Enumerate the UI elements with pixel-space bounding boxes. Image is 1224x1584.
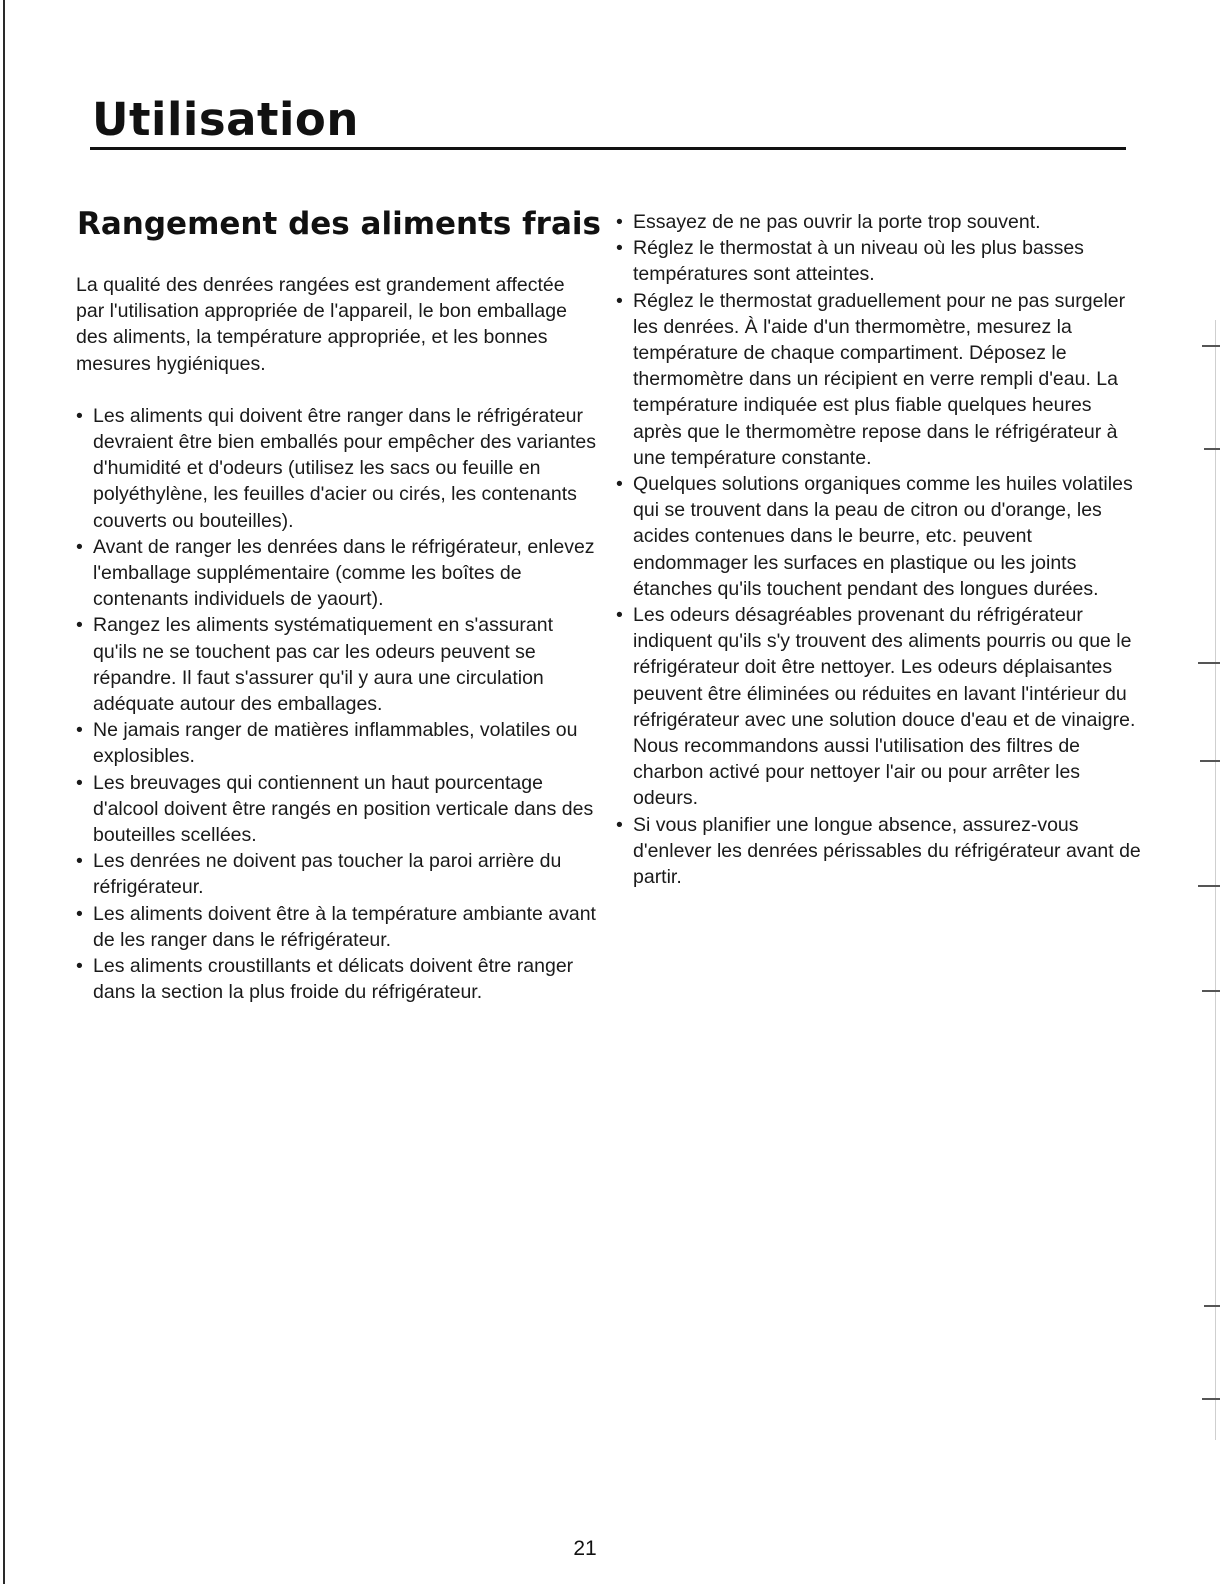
list-item: • Avant de ranger les denrées dans le réfrigérateur, enlevez l'emballage supplémentaire (comme les boîtes de contenants individuels de yaourt). bbox=[76, 534, 596, 613]
list-item: • Ne jamais ranger de matières inflammables, volatiles ou explosibles. bbox=[76, 717, 596, 769]
scan-mark bbox=[1198, 885, 1220, 887]
scan-mark bbox=[1204, 448, 1220, 450]
list-item: • Les odeurs désagréables provenant du réfrigérateur indiquent qu'ils s'y trouvent des aliments pourris ou que le réfrigérateur doit être nettoyer. Les odeurs déplaisantes peuvent être éliminées ou réduites en lavant l'intérieur du réfrigérateur avec une solution douce d'eau et de vinaigre. Nous recommandons aussi l'utilisation des filtres de charbon activé pour nettoyer l'air ou pour arrêter les odeurs. bbox=[616, 602, 1141, 812]
list-item: • Les aliments qui doivent être ranger dans le réfrigérateur devraient être bien emballés pour empêcher des variantes d'humidité et d'odeurs (utilisez les sacs ou feuille en polyéthylène, les feuilles d'acier ou cirés, les contenants couverts ou bouteilles). bbox=[76, 403, 596, 534]
list-item: • Les aliments doivent être à la température ambiante avant de les ranger dans le réfrigérateur. bbox=[76, 901, 596, 953]
scan-mark bbox=[1202, 345, 1220, 347]
list-item: • Réglez le thermostat à un niveau où les plus basses températures sont atteintes. bbox=[616, 235, 1141, 287]
right-bullet-list bbox=[616, 209, 1141, 890]
scan-mark bbox=[1202, 990, 1220, 992]
scan-mark bbox=[1198, 662, 1220, 664]
list-item: • Les denrées ne doivent pas toucher la paroi arrière du réfrigérateur. bbox=[76, 848, 596, 900]
right-column bbox=[616, 209, 1141, 890]
list-item: • Réglez le thermostat graduellement pour ne pas surgeler les denrées. À l'aide d'un thermomètre, mesurez la température de chaque compartiment. Déposez le thermomètre dans un récipient en verre rempli d'eau. La température indiquée est plus fiable quelques heures après que le thermomètre repose dans le réfrigérateur à une température constante. bbox=[616, 288, 1141, 471]
title-rule bbox=[90, 147, 1126, 150]
intro-paragraph: La qualité des denrées rangées est grandement affectée par l'utilisation appropriée de l'appareil, le bon emballage des aliments, la température appropriée, et les bonnes mesures hygiéniques. bbox=[76, 274, 567, 375]
list-item: • Quelques solutions organiques comme les huiles volatiles qui se trouvent dans la peau de citron ou d'orange, les acides contenues dans le beurre, etc. peuvent endommager les surfaces en plastique ou les joints étanches qu'ils touchent pendant des longues durées. bbox=[616, 471, 1141, 602]
list-item: • Rangez les aliments systématiquement en s'assurant qu'ils ne se touchent pas car les odeurs peuvent se répandre. Il faut s'assurer qu'il y aura une circulation adéquate autour des emballages. bbox=[76, 612, 596, 717]
left-bullet-list bbox=[76, 403, 596, 1006]
scan-edge-right bbox=[1215, 320, 1216, 1440]
page-number: 21 bbox=[573, 1537, 597, 1560]
left-column bbox=[76, 272, 596, 1005]
section-heading: Rangement des aliments frais bbox=[77, 206, 601, 242]
scan-mark bbox=[1202, 1398, 1220, 1400]
page-title: Utilisation bbox=[92, 93, 359, 146]
scan-mark bbox=[1200, 760, 1220, 762]
list-item: • Les breuvages qui contiennent un haut pourcentage d'alcool doivent être rangés en position verticale dans des bouteilles scellées. bbox=[76, 770, 596, 849]
list-item: • Les aliments croustillants et délicats doivent être ranger dans la section la plus froide du réfrigérateur. bbox=[76, 953, 596, 1005]
scan-mark bbox=[1204, 1305, 1220, 1307]
scan-edge-left bbox=[3, 0, 5, 1584]
list-item: • Essayez de ne pas ouvrir la porte trop souvent. bbox=[616, 209, 1141, 235]
list-item: • Si vous planifier une longue absence, assurez-vous d'enlever les denrées périssables du réfrigérateur avant de partir. bbox=[616, 812, 1141, 891]
